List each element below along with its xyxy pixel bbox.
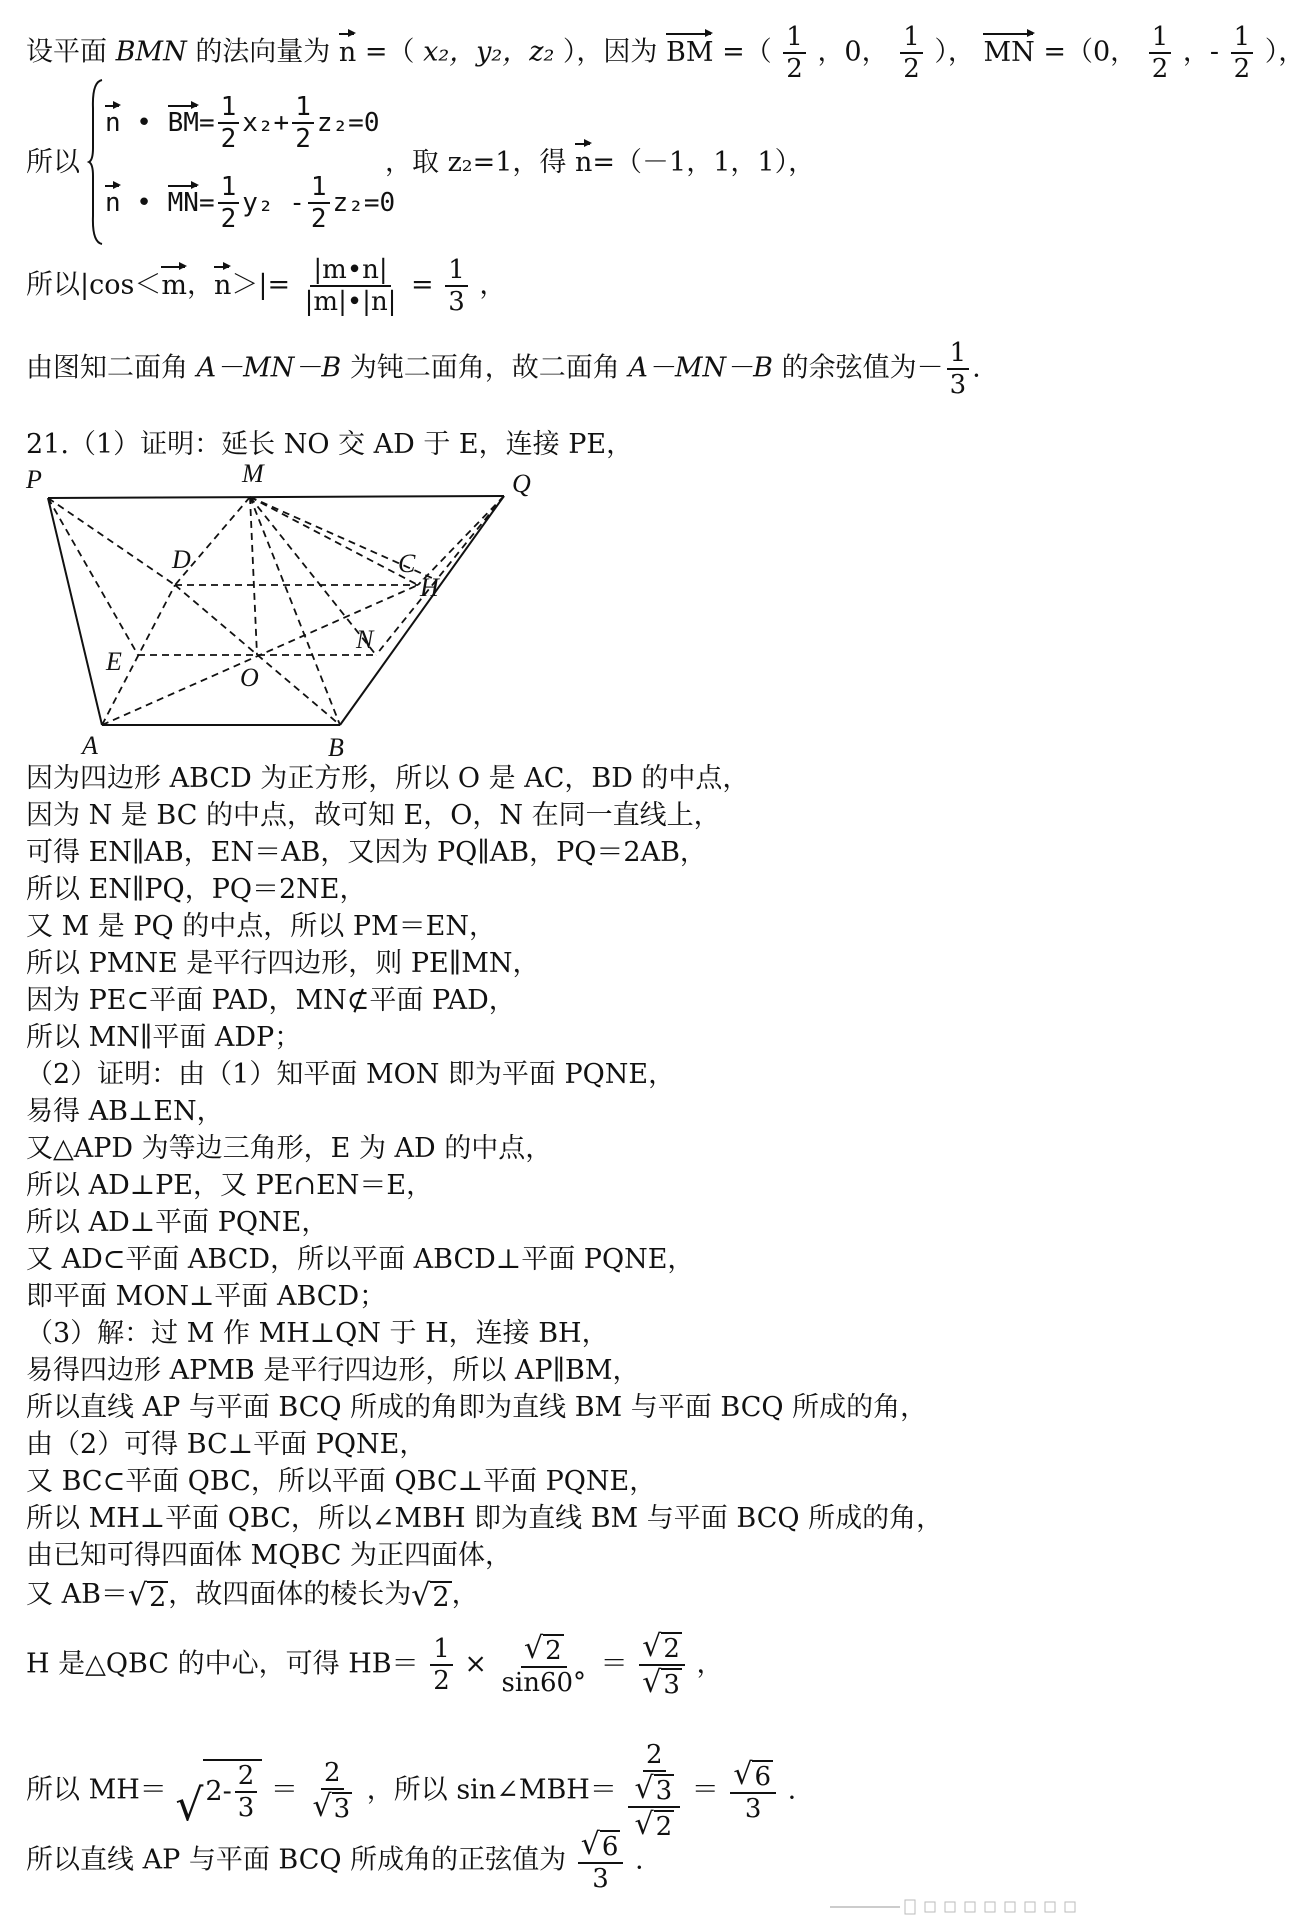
proof-line: 又 AD⊂平面 ABCD，所以平面 ABCD⊥平面 PQNE， [26,1244,695,1275]
proof-line: （2）证明：由（1）知平面 MON 即为平面 PQNE， [26,1059,676,1090]
proof-line: 因为 N 是 BC 的中点，故可知 E，O，N 在同一直线上， [26,800,721,831]
label-N: N [356,625,374,654]
cos-fraction: $\frac{|m•n|}{|m|•|n|}$ [304,255,397,317]
proof-line: 所以 MH⊥平面 QBC，所以∠MBH 即为直线 BM 与平面 BCQ 所成的角， [26,1503,944,1534]
proof-line: 因为 PE⊂平面 PAD，MN⊄平面 PAD， [26,985,516,1016]
take-z2-text: ，取 z₂=1，得 n=（－1，1，1）， [385,147,816,178]
normal-vector-line: 设平面 BMN 的法向量为 n =（ x₂，y₂，z₂ ），因为 BM =（ $\frac{1}{2}$ ，0， $\frac{1}{2}$ ）， MN =（0， $\frac{1}{2}$ ，- $\frac{1}{2}$ ）， [26,22,1305,84]
vector-mn: MN [983,36,1035,68]
obtuse-angle-line: 由图知二面角 A－MN－B 为钝二面角，故二面角 A－MN－B 的余弦值为－ $\frac{1}{3}$ . [26,338,981,400]
proof-line: 由（2）可得 BC⊥平面 PQNE， [26,1429,427,1460]
proof-line: 所以 PMNE 是平行四边形，则 PE∥MN， [26,948,540,979]
label-P: P [26,465,42,494]
label-O: O [240,663,259,692]
proof-line: 所以 EN∥PQ，PQ＝2NE， [26,874,367,905]
equation-1: n • BM = $\frac{1}{2}$ x₂+ $\frac{1}{2}$ z₂=0 [105,92,380,154]
label-H: H [420,573,439,602]
cos-line: 所以|cos＜m，n＞|= $\frac{|m•n|}{|m|•|n|}$ = $\frac{1}{3}$ ， [26,255,507,317]
label-A: A [82,731,98,760]
fraction-half: $\frac{1}{2}$ [783,22,806,84]
proof-line: 所以 AD⊥平面 PQNE， [26,1207,329,1238]
vector-n: n [338,36,357,68]
proof-line: 又 BC⊂平面 QBC，所以平面 QBC⊥平面 PQNE， [26,1466,657,1497]
proof-line: （3）解：过 M 作 MH⊥QN 于 H，连接 BH， [26,1318,609,1349]
proof-line: 即平面 MON⊥平面 ABCD； [26,1281,387,1312]
left-brace [88,78,104,246]
proof-line: 由已知可得四面体 MQBC 为正四面体， [26,1540,512,1571]
proof-line: 易得 AB⊥EN， [26,1096,224,1127]
system-label: 所以 [26,147,80,178]
edge-length-line: 又 AB＝ √ 2 ，故四面体的棱长为 √ 2 ， [26,1577,479,1613]
proof-line: 又△APD 为等边三角形，E 为 AD 的中点， [26,1133,553,1164]
fraction-half: $\frac{1}{2}$ [1231,22,1254,84]
proof-line: 所以 AD⊥PE，又 PE∩EN＝E， [26,1170,434,1201]
label-M: M [242,459,264,488]
decorative-bar-icon [830,1900,1130,1914]
geometry-figure [20,460,560,760]
proof-line: 所以 MN∥平面 ADP； [26,1022,302,1053]
proof-line: 因为四边形 ABCD 为正方形，所以 O 是 AC，BD 的中点， [26,763,750,794]
label-D: D [172,545,191,574]
hb-line: H 是△QBC 的中心，可得 HB＝ $\frac{1}{2}$ × √ 2 sin60° ＝ √ 2 √ 3 ， [26,1629,724,1700]
label-E: E [106,647,122,676]
final-answer-line: 所以直线 AP 与平面 BCQ 所成角的正弦值为 √ 6 3 . [26,1827,644,1894]
proof-line: 易得四边形 APMB 是平行四边形，所以 AP∥BM， [26,1355,640,1386]
proof-line: 所以直线 AP 与平面 BCQ 所成的角即为直线 BM 与平面 BCQ 所成的角， [26,1392,928,1423]
fraction-half: $\frac{1}{2}$ [1149,22,1172,84]
equation-2: n • MN = $\frac{1}{2}$ y₂ - $\frac{1}{2}$ z₂=0 [105,172,396,234]
q21-header: 21.（1）证明：延长 NO 交 AD 于 E，连接 PE， [26,429,634,460]
proof-line: 又 M 是 PQ 的中点，所以 PM＝EN， [26,911,497,942]
vector-bm: BM [665,36,714,68]
mh-line: 所以 MH＝ √ 2- $\frac{2}{3}$ ＝ 2 √ 3 ，所以 sin∠MBH＝ 2 √ 3 √ 2 ＝ √ 6 3 . [26,1740,797,1842]
label-Q: Q [512,469,531,498]
fraction-half: $\frac{1}{2}$ [900,22,923,84]
label-B: B [328,733,344,762]
proof-line: 可得 EN∥AB，EN＝AB，又因为 PQ∥AB，PQ＝2AB， [26,837,707,868]
label-C: C [398,549,416,578]
